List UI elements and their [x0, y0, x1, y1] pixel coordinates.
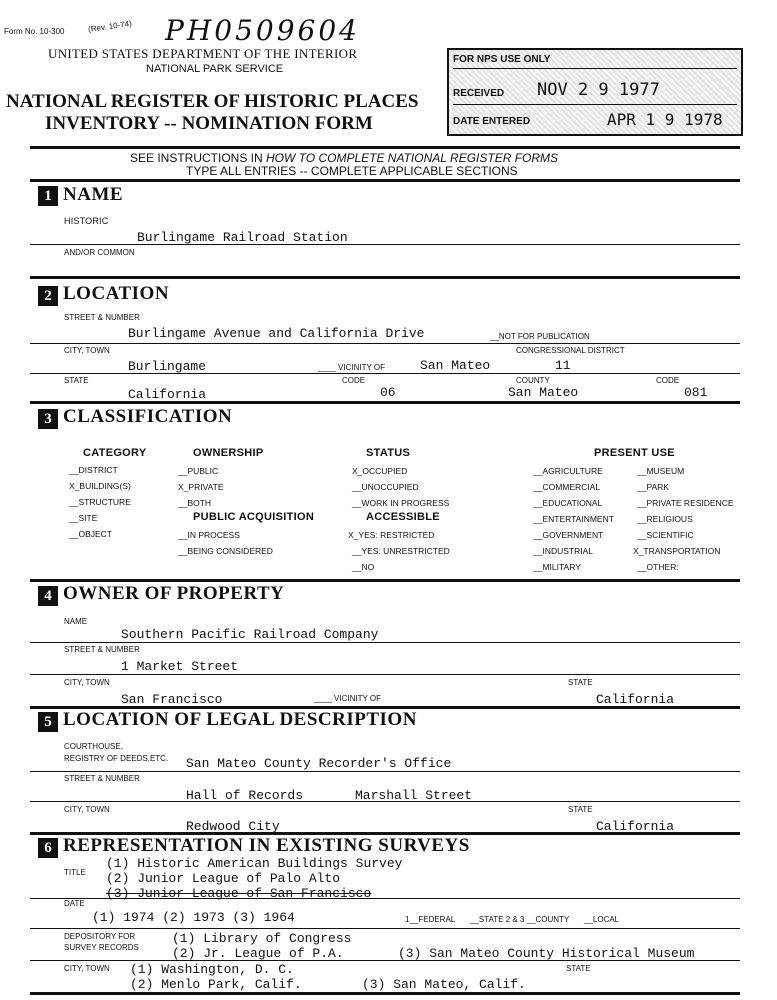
status-heading: STATUS — [366, 447, 411, 459]
vicinity-value: San Mateo — [420, 358, 491, 373]
present-use-option: __COMMERCIAL — [533, 482, 601, 492]
nps-box-divider — [453, 68, 737, 69]
section-rule — [30, 401, 740, 404]
county-code-label: CODE — [656, 376, 680, 385]
present-use-option: __PARK — [637, 482, 669, 492]
courthouse-value: San Mateo County Recorder's Office — [186, 756, 452, 771]
acquisition-option: __BEING CONSIDERED — [178, 546, 273, 556]
legal-street-value-b: Marshall Street — [355, 788, 473, 803]
accessible-option: __YES: UNRESTRICTED — [352, 546, 450, 556]
present-use-option: __MUSEUM — [637, 466, 685, 476]
department-name: UNITED STATES DEPARTMENT OF THE INTERIOR — [48, 46, 358, 61]
form-title-line2: INVENTORY -- NOMINATION FORM — [45, 113, 373, 134]
street-value: Burlingame Avenue and California Drive — [128, 326, 425, 341]
state-code-value: 06 — [380, 385, 396, 400]
field-rule — [30, 642, 740, 643]
section-rule — [30, 276, 740, 279]
field-rule — [30, 244, 740, 245]
not-for-publication-option: __NOT FOR PUBLICATION — [490, 332, 590, 341]
legal-city-value: Redwood City — [186, 819, 280, 834]
depository-1: (1) Library of Congress — [172, 931, 352, 946]
owner-city-label: CITY, TOWN — [64, 678, 110, 687]
accessible-heading: ACCESSIBLE — [366, 511, 440, 523]
street-label: STREET & NUMBER — [64, 313, 140, 322]
present-use-option: __EDUCATIONAL — [533, 498, 603, 508]
ownership-option: __BOTH — [178, 498, 212, 508]
section-number: 5 — [38, 712, 58, 732]
form-revision: (Rev. 10-74) — [87, 18, 133, 35]
present-use-option: __OTHER: — [637, 562, 679, 572]
owner-state-label: STATE — [568, 678, 593, 687]
present-use-option: __ENTERTAINMENT — [533, 514, 614, 524]
nps-box-divider — [453, 104, 737, 105]
present-use-option: X_TRANSPORTATION — [633, 546, 721, 556]
congressional-district-label: CONGRESSIONAL DISTRICT — [516, 346, 625, 355]
date-entered-stamp: APR 1 9 1978 — [607, 110, 723, 129]
survey-city-2: (2) Menlo Park, Calif. — [130, 977, 302, 992]
legal-state-label: STATE — [568, 805, 593, 814]
survey-dates: (1) 1974 (2) 1973 (3) 1964 — [92, 910, 295, 925]
field-rule — [30, 674, 740, 675]
section-number: 6 — [38, 838, 58, 858]
survey-title-label: TITLE — [64, 868, 86, 877]
service-name: NATIONAL PARK SERVICE — [146, 63, 284, 75]
category-heading: CATEGORY — [83, 447, 147, 459]
registry-label: REGISTRY OF DEEDS,ETC. — [64, 754, 169, 763]
section-number: 1 — [38, 186, 58, 206]
section-rule — [30, 579, 740, 582]
form-title-line1: NATIONAL REGISTER OF HISTORIC PLACES — [6, 91, 419, 112]
nps-box-heading: FOR NPS USE ONLY — [453, 54, 551, 65]
nps-use-only-box — [447, 48, 743, 136]
survey-city-1: (1) Washington, D. C. — [130, 962, 294, 977]
county-label: COUNTY — [516, 376, 550, 385]
legal-city-label: CITY, TOWN — [64, 805, 110, 814]
accessible-option: X_YES: RESTRICTED — [348, 530, 435, 540]
section-rule — [30, 992, 740, 995]
field-rule — [30, 801, 740, 802]
category-option: __STRUCTURE — [69, 497, 131, 507]
status-option: X_OCCUPIED — [352, 466, 408, 476]
field-rule — [30, 373, 740, 374]
owner-vicinity-label: ____ VICINITY OF — [314, 694, 381, 703]
historic-name-value: Burlingame Railroad Station — [137, 230, 348, 245]
survey-records-label: SURVEY RECORDS — [64, 943, 139, 952]
survey-city-3: (3) San Mateo, Calif. — [362, 977, 526, 992]
federal-option: 1__FEDERAL — [405, 915, 456, 924]
owner-name-label: NAME — [64, 617, 88, 626]
status-option: __WORK IN PROGRESS — [352, 498, 450, 508]
legal-state-value: California — [596, 819, 675, 834]
ownership-option: X_PRIVATE — [178, 482, 224, 492]
survey-state-label: STATE — [566, 964, 591, 973]
owner-name-value: Southern Pacific Railroad Company — [121, 627, 379, 642]
section-number: 4 — [38, 586, 58, 606]
survey-title: (3) Junior League of San Francisco — [106, 886, 372, 901]
present-use-option: __RELIGIOUS — [637, 514, 693, 524]
section-title: LOCATION — [63, 283, 170, 304]
courthouse-label: COURTHOUSE, — [64, 742, 123, 751]
received-stamp: NOV 2 9 1977 — [537, 80, 660, 100]
survey-title: (2) Junior League of Palo Alto — [106, 871, 341, 886]
date-entered-label: DATE ENTERED — [453, 116, 531, 127]
local-option: __LOCAL — [584, 915, 620, 924]
category-option: __DISTRICT — [69, 465, 118, 475]
accessible-option: __NO — [352, 562, 375, 572]
owner-state-value: California — [596, 692, 675, 707]
present-use-option: __MILITARY — [533, 562, 581, 572]
county-value: San Mateo — [508, 385, 579, 400]
field-rule — [30, 898, 740, 899]
field-rule — [30, 960, 740, 961]
vicinity-label: ____ VICINITY OF — [318, 363, 385, 372]
survey-date-label: DATE — [64, 899, 85, 908]
header-rule — [30, 146, 740, 149]
historic-label: HISTORIC — [64, 216, 109, 226]
code-label: CODE — [342, 376, 366, 385]
received-label: RECEIVED — [453, 88, 505, 99]
form-number: Form No. 10-300 — [4, 27, 65, 36]
instructions-line1 — [130, 151, 558, 165]
depository-label: DEPOSITORY FOR — [64, 932, 136, 941]
section-title: LOCATION OF LEGAL DESCRIPTION — [63, 709, 417, 730]
county-code-value: 081 — [684, 385, 708, 400]
field-rule — [30, 928, 740, 929]
depository-3: (3) San Mateo County Historical Museum — [398, 946, 695, 961]
legal-street-label: STREET & NUMBER — [64, 774, 140, 783]
ownership-option: __PUBLIC — [178, 466, 219, 476]
category-option: __OBJECT — [69, 529, 112, 539]
instructions-line2: TYPE ALL ENTRIES -- COMPLETE APPLICABLE SECTIONS — [186, 164, 518, 178]
status-option: __UNOCCUPIED — [352, 482, 419, 492]
handwritten-reference-number: PH0509604 — [165, 14, 360, 47]
public-acquisition-heading: PUBLIC ACQUISITION — [193, 511, 315, 523]
survey-title: (1) Historic American Buildings Survey — [106, 856, 403, 871]
instructions-title: HOW TO COMPLETE NATIONAL REGISTER FORMS — [266, 151, 559, 165]
present-use-option: __AGRICULTURE — [533, 466, 603, 476]
state-label: STATE — [64, 376, 89, 385]
field-rule — [30, 771, 740, 772]
city-label: CITY, TOWN — [64, 346, 110, 355]
section-title: OWNER OF PROPERTY — [63, 583, 285, 604]
section-title: REPRESENTATION IN EXISTING SURVEYS — [63, 835, 470, 856]
present-use-option: __GOVERNMENT — [533, 530, 604, 540]
state-county-option: __STATE 2 & 3 __COUNTY — [470, 915, 570, 924]
ownership-heading: OWNERSHIP — [193, 447, 264, 459]
legal-street-value-a: Hall of Records — [186, 788, 304, 803]
instructions-rule — [30, 179, 740, 182]
section-title: NAME — [63, 184, 124, 205]
owner-street-label: STREET & NUMBER — [64, 645, 140, 654]
city-value: Burlingame — [128, 359, 207, 374]
owner-street-value: 1 Market Street — [121, 659, 239, 674]
present-use-option: __SCIENTIFIC — [637, 530, 694, 540]
common-name-label: AND/OR COMMON — [64, 248, 135, 257]
field-rule — [30, 343, 740, 344]
present-use-option: __PRIVATE RESIDENCE — [637, 498, 734, 508]
section-number: 3 — [38, 409, 58, 429]
category-option: __SITE — [69, 513, 98, 523]
instructions-text: SEE INSTRUCTIONS IN — [130, 151, 267, 165]
owner-city-value: San Francisco — [121, 692, 223, 707]
present-use-heading: PRESENT USE — [594, 447, 675, 459]
depository-2: (2) Jr. League of P.A. — [172, 946, 344, 961]
category-option: X_BUILDING(S) — [69, 481, 131, 491]
acquisition-option: __IN PROCESS — [178, 530, 240, 540]
present-use-option: __INDUSTRIAL — [533, 546, 593, 556]
state-value: California — [128, 387, 207, 402]
congressional-district-value: 11 — [555, 358, 571, 373]
section-number: 2 — [38, 286, 58, 306]
section-title: CLASSIFICATION — [63, 406, 233, 427]
survey-city-label: CITY, TOWN — [64, 964, 110, 973]
